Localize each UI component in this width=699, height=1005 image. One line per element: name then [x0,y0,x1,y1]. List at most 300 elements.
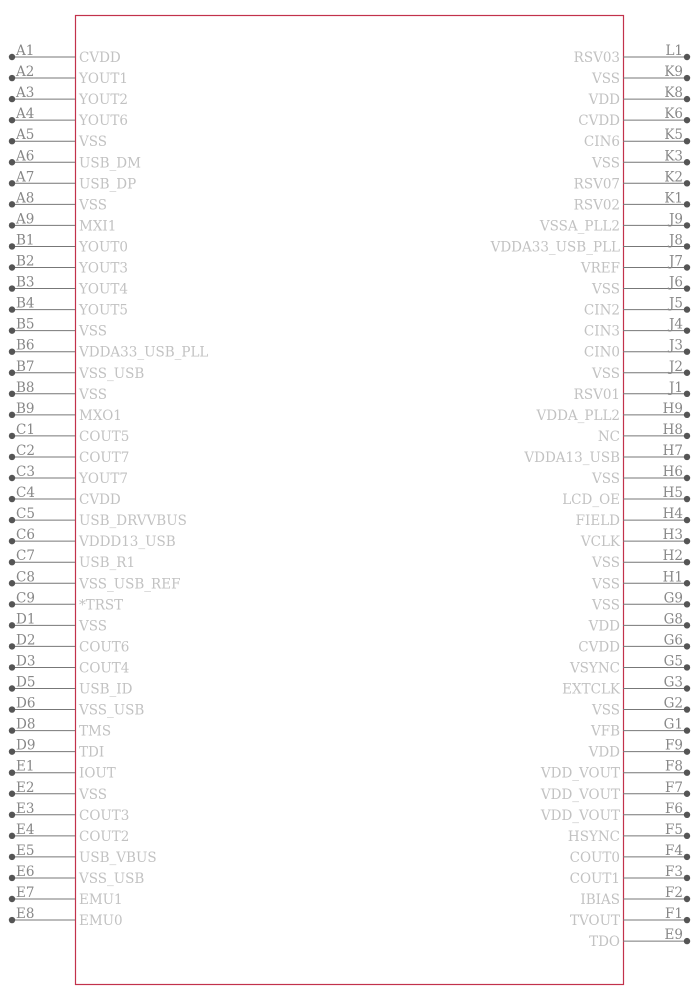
pin-number: E5 [16,842,35,859]
pin-name: IOUT [79,765,116,782]
pin-number: C2 [16,442,35,459]
pin-name: USB_DRVVBUS [79,513,187,530]
pin-number: K1 [664,190,683,207]
pin-name: TDO [589,934,620,951]
pin-number: B9 [16,400,35,417]
pin-left-A9 [9,211,117,234]
pin-number: G8 [663,611,683,628]
pin-endpoint-dot [684,96,690,102]
pin-name: VDD [588,92,620,109]
pin-number: A9 [16,211,35,228]
pin-right-K8 [588,85,691,108]
pin-number: F5 [665,821,683,838]
pin-number: E3 [16,800,35,817]
pin-right-G1 [590,717,690,740]
pin-number: C9 [16,590,35,607]
pin-name: VREF [580,260,620,277]
pin-name: COUT5 [79,428,130,445]
pin-endpoint-dot [684,180,690,186]
pin-endpoint-dot [684,812,690,818]
pin-name: USB_VBUS [79,849,157,866]
pin-left-B6 [9,338,209,361]
pin-endpoint-dot [9,138,15,144]
pin-number: K8 [664,85,683,102]
pin-name: VSS [79,786,108,803]
pin-right-H7 [523,443,690,466]
pin-right-G5 [569,653,690,676]
pin-left-D3 [9,653,130,676]
pin-right-J3 [584,338,690,361]
pin-number: H6 [662,464,683,480]
pin-left-C4 [9,485,121,508]
pin-endpoint-dot [9,285,15,291]
pin-number: A5 [16,127,35,144]
pin-endpoint-dot [684,559,690,565]
pin-right-F8 [540,759,690,782]
pin-name: NC [597,428,620,445]
pin-number: F8 [665,758,683,775]
pin-name: COUT1 [569,870,620,887]
pin-endpoint-dot [9,791,15,797]
pin-number: F9 [665,737,683,754]
pin-number: D8 [16,716,36,733]
pin-left-D1 [9,611,107,634]
pin-name: VSSA_PLL2 [539,218,620,235]
pin-left-E7 [9,885,123,908]
pin-endpoint-dot [9,706,15,712]
pin-number: C7 [16,548,35,565]
pin-name: RSV01 [573,386,620,403]
pin-number: C6 [16,527,35,544]
pin-number: E8 [16,906,35,923]
pin-endpoint-dot [684,412,690,418]
pin-number: F3 [665,863,683,880]
pin-number: A2 [16,64,35,81]
pin-right-J2 [591,359,690,382]
pin-name: VSS [591,471,620,487]
pin-number: G2 [663,695,683,712]
pin-number: C5 [16,506,35,523]
pin-number: E6 [16,863,35,880]
pin-number: E9 [664,927,683,944]
pin-number: D2 [16,632,36,649]
pin-name: RSV03 [573,50,620,66]
pin-endpoint-dot [9,222,15,228]
pin-right-J5 [584,296,690,319]
pin-name: TVOUT [570,913,620,930]
pin-endpoint-dot [684,538,690,544]
pin-left-A5 [9,127,107,150]
pin-endpoint-dot [684,938,690,944]
pin-endpoint-dot [684,117,690,123]
pin-name: COUT0 [569,849,620,866]
pin-right-J7 [580,254,690,277]
pin-number: H9 [662,400,683,417]
pin-name: VSS [591,71,620,88]
pin-number: C3 [16,464,35,480]
pin-name: VDDA33_USB_PLL [79,344,209,361]
pin-number: K9 [664,64,683,81]
pin-endpoint-dot [9,306,15,312]
pin-endpoint-dot [684,54,690,60]
pin-number: J1 [668,379,683,396]
pin-right-H4 [576,506,691,529]
pin-number: F7 [665,779,683,796]
pin-left-E5 [9,843,157,866]
pin-number: A7 [16,169,35,186]
pin-endpoint-dot [684,727,690,733]
pin-number: G3 [663,674,683,691]
pin-name: VSS [591,576,620,593]
pin-number: J4 [668,316,683,333]
pin-endpoint-dot [9,643,15,649]
pin-left-E8 [9,906,123,929]
pin-name: YOUT2 [79,92,128,109]
pin-right-G8 [588,611,691,634]
pin-endpoint-dot [684,854,690,860]
pin-endpoint-dot [9,75,15,81]
pin-endpoint-dot [9,475,15,481]
pin-endpoint-dot [684,580,690,586]
pin-endpoint-dot [9,496,15,502]
pin-name: VSS_USB [79,702,145,719]
pin-name: CVDD [578,639,620,656]
pin-number: A6 [16,148,35,165]
pin-name: CIN2 [583,302,620,319]
pin-endpoint-dot [9,896,15,902]
pin-endpoint-dot [9,770,15,776]
pin-endpoint-dot [9,327,15,333]
pin-left-E1 [9,759,116,782]
pin-name: USB_R1 [79,555,136,572]
pin-right-F1 [570,906,690,929]
pin-endpoint-dot [684,264,690,270]
pin-name: VSS [591,155,620,172]
pin-number: D5 [16,674,36,691]
pin-number: B7 [16,358,35,375]
pin-left-E4 [9,822,130,845]
pin-endpoint-dot [684,222,690,228]
pin-number: A1 [16,43,35,59]
left-pin-group [9,43,209,929]
pin-name: VSS [79,386,108,403]
pin-number: B8 [16,379,35,396]
pin-name: FIELD [575,513,620,530]
pin-number: H1 [662,569,683,586]
pin-endpoint-dot [684,243,690,249]
pin-number: E7 [16,885,35,901]
pin-left-A4 [9,106,128,129]
pin-name: VSS_USB_REF [79,576,181,593]
pin-name: EXTCLK [562,681,620,698]
pin-right-H9 [536,401,691,424]
pin-left-A3 [9,85,128,108]
pin-name: VSS [79,618,108,635]
pin-name: VSS_USB [79,365,145,382]
pin-endpoint-dot [684,685,690,691]
pin-left-C2 [9,443,130,466]
pin-endpoint-dot [684,917,690,923]
pin-name: COUT3 [79,807,130,824]
pin-left-A1 [9,43,121,66]
pin-name: CVDD [79,50,121,66]
pin-number: H4 [662,506,683,523]
pin-endpoint-dot [9,727,15,733]
pin-name: MXO1 [79,407,122,424]
pin-number: G9 [663,590,683,607]
pin-number: D9 [16,737,36,754]
pin-number: K2 [664,169,683,186]
pin-left-C8 [9,569,181,592]
pin-name: VDDD13_USB [79,534,176,551]
pin-number: J6 [668,274,683,291]
pin-left-B4 [9,296,128,319]
pin-left-B9 [9,401,122,424]
pin-endpoint-dot [684,370,690,376]
pin-name: YOUT5 [79,302,128,319]
pin-number: F4 [665,842,683,859]
pin-number: J7 [668,253,683,270]
pin-number: J2 [668,358,683,375]
pin-name: YOUT3 [79,260,128,277]
pin-endpoint-dot [684,475,690,481]
pin-right-K1 [574,190,691,213]
pin-number: H7 [662,442,683,459]
pin-right-L1 [574,43,691,66]
pin-endpoint-dot [684,643,690,649]
pin-name: USB_DP [79,176,137,193]
pin-name: VSS [591,702,620,719]
pin-endpoint-dot [684,496,690,502]
pin-left-A7 [9,169,136,192]
pin-number: F2 [665,885,683,901]
pin-name: CIN3 [583,323,620,340]
pin-number: C4 [16,485,35,502]
pin-right-G6 [578,632,690,655]
pin-name: CIN6 [583,134,620,151]
pin-right-F3 [570,864,691,887]
pin-left-B8 [9,380,107,403]
pin-endpoint-dot [9,538,15,544]
pin-number: B3 [16,274,35,291]
pin-name: YOUT6 [79,113,128,130]
pin-right-J9 [539,211,690,234]
pin-left-D8 [9,717,111,740]
pin-endpoint-dot [684,833,690,839]
pin-name: TDI [79,744,105,761]
pin-number: H2 [662,548,683,565]
pin-endpoint-dot [9,875,15,881]
pin-name: RSV02 [573,197,620,214]
pin-name: HSYNC [567,828,620,845]
pin-name: VSS [79,197,108,214]
pin-name: LCD_OE [562,492,620,509]
pin-right-H8 [598,422,690,445]
pin-number: G5 [663,653,683,670]
pin-name: VSS [591,555,620,572]
pin-number: J8 [668,232,683,249]
pin-right-F4 [570,843,691,866]
pin-right-F5 [568,822,690,845]
pin-number: E2 [16,779,35,796]
pin-endpoint-dot [9,96,15,102]
pin-name: VDD_VOUT [540,807,620,824]
pin-left-E2 [9,780,107,803]
pin-endpoint-dot [9,454,15,460]
pin-left-C3 [9,464,128,487]
pin-name: RSV07 [573,176,620,193]
pin-endpoint-dot [9,622,15,628]
pin-right-G3 [562,675,690,698]
pin-left-B2 [9,254,128,277]
pin-left-C9 [9,590,123,613]
pin-right-G9 [591,590,690,613]
pin-endpoint-dot [9,370,15,376]
pin-name: CVDD [79,492,121,509]
pin-endpoint-dot [9,664,15,670]
pin-left-C7 [9,548,135,571]
pin-left-A2 [9,64,128,87]
pin-right-K3 [591,148,690,171]
pin-left-C5 [9,506,187,529]
pin-endpoint-dot [684,349,690,355]
pin-number: B2 [16,253,35,270]
pin-endpoint-dot [684,433,690,439]
pin-endpoint-dot [684,201,690,207]
pin-endpoint-dot [9,812,15,818]
pin-left-D6 [9,696,145,719]
pin-right-F9 [588,738,691,761]
pin-endpoint-dot [9,159,15,165]
pin-name: VSS [79,134,108,151]
pin-endpoint-dot [684,138,690,144]
pin-name: EMU1 [79,892,123,908]
pin-endpoint-dot [9,117,15,123]
pin-name: VSS_USB [79,870,145,887]
pin-name: EMU0 [79,913,123,930]
pin-endpoint-dot [9,349,15,355]
pin-name: VSS [591,365,620,382]
pin-right-E9 [589,927,690,950]
pin-number: B1 [16,232,35,249]
pin-right-H1 [591,569,690,592]
pin-number: C1 [16,421,35,438]
pin-endpoint-dot [684,791,690,797]
pin-endpoint-dot [9,748,15,754]
pin-right-H6 [591,464,690,487]
pin-endpoint-dot [9,917,15,923]
pin-endpoint-dot [684,896,690,902]
pin-left-C6 [9,527,176,550]
pin-endpoint-dot [9,391,15,397]
pin-left-C1 [9,422,130,445]
pin-number: A4 [16,106,35,123]
pin-name: VDD_VOUT [540,765,620,782]
pin-number: J9 [668,211,683,228]
pin-endpoint-dot [9,580,15,586]
pin-name: VSYNC [569,660,620,677]
pin-endpoint-dot [9,412,15,418]
pin-endpoint-dot [684,770,690,776]
pin-left-E6 [9,864,145,887]
pin-right-J1 [574,380,691,403]
pin-name: VCLK [580,534,620,551]
pin-left-E3 [9,801,130,824]
pin-endpoint-dot [684,285,690,291]
pin-right-J4 [584,317,690,340]
pin-number: A8 [16,190,35,207]
pin-endpoint-dot [684,327,690,333]
pin-name: YOUT0 [79,239,128,256]
pin-name: IBIAS [580,892,620,908]
pin-number: F6 [665,800,683,817]
pin-number: H3 [662,527,683,544]
pin-number: B5 [16,316,35,333]
pin-endpoint-dot [684,748,690,754]
pin-name: VDD_VOUT [540,786,620,803]
pin-number: E1 [16,758,35,775]
pin-left-D5 [9,675,133,698]
pin-number: J3 [668,337,683,354]
pin-number: D1 [16,611,36,628]
pin-left-B5 [9,317,107,340]
pin-right-G2 [591,696,690,719]
pin-endpoint-dot [9,180,15,186]
pin-left-B1 [9,232,128,255]
pin-endpoint-dot [9,264,15,270]
pin-left-B3 [9,275,128,298]
pin-number: B6 [16,337,35,354]
pin-number: E4 [16,821,35,838]
pin-name: MXI1 [79,218,117,235]
pin-endpoint-dot [684,875,690,881]
pin-number: K3 [664,148,683,165]
pin-right-K9 [591,64,690,87]
pin-name: CIN0 [583,344,620,361]
pin-right-H3 [580,527,690,550]
pin-right-K2 [574,169,691,192]
pin-right-K6 [578,106,690,129]
pin-endpoint-dot [684,664,690,670]
pin-number: A3 [16,85,35,102]
pin-number: B4 [16,295,35,312]
pin-name: VDDA33_USB_PLL [490,239,620,256]
pin-number: D3 [16,653,36,670]
pin-name: VDDA_PLL2 [536,407,620,424]
pin-number: G6 [663,632,683,649]
pin-name: COUT7 [79,449,130,466]
pin-name: VDDA13_USB [524,449,620,466]
pin-name: *TRST [79,597,124,614]
pin-name: COUT2 [79,828,130,845]
pin-endpoint-dot [9,833,15,839]
pin-endpoint-dot [684,622,690,628]
pin-name: YOUT1 [79,71,128,88]
pin-name: VDD [588,618,620,635]
pin-endpoint-dot [684,75,690,81]
pin-endpoint-dot [684,601,690,607]
pin-name: VSS [591,281,620,298]
pin-endpoint-dot [684,159,690,165]
pin-name: COUT4 [79,660,130,677]
pin-number: K5 [664,127,683,144]
pin-right-H2 [591,548,690,571]
pin-left-D9 [9,738,104,761]
pin-name: YOUT4 [79,281,128,298]
pin-endpoint-dot [9,854,15,860]
ic-body-outline [76,16,624,985]
pin-right-J6 [591,275,690,298]
